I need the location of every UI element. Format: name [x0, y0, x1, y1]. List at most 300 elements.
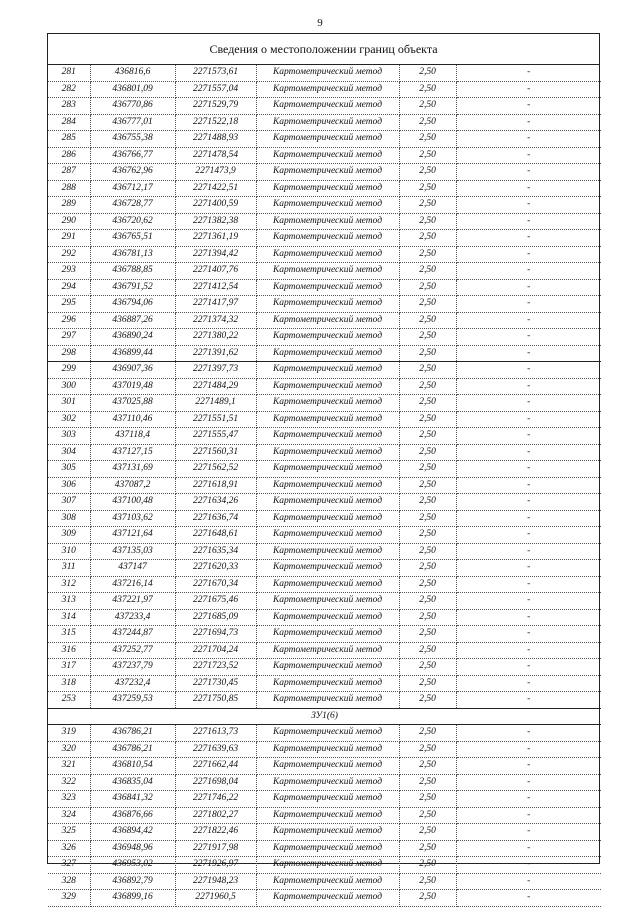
table-row: [48, 98, 601, 115]
description-cell: -: [456, 758, 601, 775]
point-number-cell: 283: [48, 98, 90, 115]
coord-x-cell: 437244,87: [90, 626, 175, 643]
point-number-cell: 282: [48, 81, 90, 98]
description-cell: -: [456, 378, 601, 395]
coord-y-cell: 2271394,42: [175, 246, 256, 263]
coord-x-cell: 437087,2: [90, 477, 175, 494]
coord-x-cell: 436810,54: [90, 758, 175, 775]
method-cell: Картометрический метод: [256, 774, 399, 791]
point-number-cell: 312: [48, 576, 90, 593]
coord-x-cell: 436835,04: [90, 774, 175, 791]
coord-x-cell: 437127,15: [90, 444, 175, 461]
table-row: [48, 230, 601, 247]
coord-y-cell: 2271618,91: [175, 477, 256, 494]
point-number-cell: 311: [48, 560, 90, 577]
description-cell: -: [456, 675, 601, 692]
method-cell: Картометрический метод: [256, 114, 399, 131]
point-number-cell: 297: [48, 329, 90, 346]
accuracy-cell: 2,50: [399, 791, 456, 808]
method-cell: Картометрический метод: [256, 824, 399, 841]
accuracy-cell: 2,50: [399, 395, 456, 412]
boundary-table-frame: [47, 33, 600, 903]
method-cell: Картометрический метод: [256, 395, 399, 412]
point-number-cell: 296: [48, 312, 90, 329]
accuracy-cell: 2,50: [399, 98, 456, 115]
description-cell: -: [456, 197, 601, 214]
accuracy-cell: 2,50: [399, 758, 456, 775]
coord-y-cell: 2271374,32: [175, 312, 256, 329]
coord-x-cell: 437237,79: [90, 659, 175, 676]
method-cell: Картометрический метод: [256, 692, 399, 709]
accuracy-cell: 2,50: [399, 147, 456, 164]
description-cell: -: [456, 626, 601, 643]
point-number-cell: 299: [48, 362, 90, 379]
coord-y-cell: 2271412,54: [175, 279, 256, 296]
coord-y-cell: 2271400,59: [175, 197, 256, 214]
accuracy-cell: 2,50: [399, 114, 456, 131]
method-cell: Картометрический метод: [256, 758, 399, 775]
accuracy-cell: 2,50: [399, 774, 456, 791]
point-number-cell: 294: [48, 279, 90, 296]
point-number-cell: 320: [48, 741, 90, 758]
table-row: [48, 246, 601, 263]
method-cell: Картометрический метод: [256, 626, 399, 643]
method-cell: Картометрический метод: [256, 428, 399, 445]
accuracy-cell: 2,50: [399, 444, 456, 461]
coord-x-cell: 437216,14: [90, 576, 175, 593]
method-cell: Картометрический метод: [256, 593, 399, 610]
coord-y-cell: 2271473,9: [175, 164, 256, 181]
point-number-cell: 323: [48, 791, 90, 808]
description-cell: -: [456, 840, 601, 857]
point-number-cell: 288: [48, 180, 90, 197]
accuracy-cell: 2,50: [399, 824, 456, 841]
method-cell: Картометрический метод: [256, 213, 399, 230]
coord-x-cell: 436765,51: [90, 230, 175, 247]
method-cell: Картометрический метод: [256, 873, 399, 890]
description-cell: -: [456, 147, 601, 164]
point-number-cell: 295: [48, 296, 90, 313]
coord-x-cell: 436876,66: [90, 807, 175, 824]
coord-y-cell: 2271802,27: [175, 807, 256, 824]
table-row: [48, 692, 601, 709]
method-cell: Картометрический метод: [256, 98, 399, 115]
accuracy-cell: 2,50: [399, 164, 456, 181]
point-number-cell: 308: [48, 510, 90, 527]
table-row: [48, 807, 601, 824]
description-cell: -: [456, 395, 601, 412]
point-number-cell: 293: [48, 263, 90, 280]
point-number-cell: 327: [48, 857, 90, 874]
coord-y-cell: 2271960,5: [175, 890, 256, 907]
table-row: [48, 675, 601, 692]
coord-x-cell: 436907,36: [90, 362, 175, 379]
table-row: [48, 296, 601, 313]
coord-y-cell: 2271529,79: [175, 98, 256, 115]
coord-y-cell: 2271555,47: [175, 428, 256, 445]
description-cell: -: [456, 560, 601, 577]
point-number-cell: 309: [48, 527, 90, 544]
coord-x-cell: 437121,64: [90, 527, 175, 544]
accuracy-cell: 2,50: [399, 428, 456, 445]
point-number-cell: 298: [48, 345, 90, 362]
coord-y-cell: 2271648,61: [175, 527, 256, 544]
method-cell: Картометрический метод: [256, 576, 399, 593]
coord-x-cell: 437110,46: [90, 411, 175, 428]
accuracy-cell: 2,50: [399, 642, 456, 659]
method-cell: Картометрический метод: [256, 180, 399, 197]
method-cell: Картометрический метод: [256, 890, 399, 907]
table-row: [48, 890, 601, 907]
table-row: [48, 642, 601, 659]
point-number-cell: 319: [48, 725, 90, 742]
coord-x-cell: 436899,16: [90, 890, 175, 907]
page-number: 9: [317, 17, 323, 29]
description-cell: -: [456, 180, 601, 197]
description-cell: -: [456, 576, 601, 593]
method-cell: Картометрический метод: [256, 296, 399, 313]
accuracy-cell: 2,50: [399, 131, 456, 148]
table-row: [48, 411, 601, 428]
table-row: [48, 593, 601, 610]
description-cell: -: [456, 692, 601, 709]
table-row: [48, 197, 601, 214]
description-cell: -: [456, 461, 601, 478]
table-row: [48, 213, 601, 230]
coord-x-cell: 436712,17: [90, 180, 175, 197]
point-number-cell: 290: [48, 213, 90, 230]
accuracy-cell: 2,50: [399, 675, 456, 692]
table-row: [48, 774, 601, 791]
coord-y-cell: 2271730,45: [175, 675, 256, 692]
method-cell: Картометрический метод: [256, 527, 399, 544]
description-cell: -: [456, 263, 601, 280]
table-row: [48, 428, 601, 445]
table-row: [48, 395, 601, 412]
description-cell: -: [456, 362, 601, 379]
description-cell: -: [456, 65, 601, 81]
coord-x-cell: 436786,21: [90, 741, 175, 758]
method-cell: Картометрический метод: [256, 609, 399, 626]
method-cell: Картометрический метод: [256, 840, 399, 857]
coord-x-cell: 436770,86: [90, 98, 175, 115]
method-cell: Картометрический метод: [256, 197, 399, 214]
point-number-cell: 286: [48, 147, 90, 164]
description-cell: -: [456, 279, 601, 296]
point-number-cell: 289: [48, 197, 90, 214]
coord-x-cell: 437118,4: [90, 428, 175, 445]
method-cell: Картометрический метод: [256, 131, 399, 148]
description-cell: -: [456, 609, 601, 626]
accuracy-cell: 2,50: [399, 527, 456, 544]
method-cell: Картометрический метод: [256, 477, 399, 494]
accuracy-cell: 2,50: [399, 494, 456, 511]
accuracy-cell: 2,50: [399, 510, 456, 527]
accuracy-cell: 2,50: [399, 279, 456, 296]
point-number-cell: 314: [48, 609, 90, 626]
description-cell: -: [456, 213, 601, 230]
description-cell: -: [456, 296, 601, 313]
description-cell: -: [456, 642, 601, 659]
point-number-cell: 306: [48, 477, 90, 494]
method-cell: Картометрический метод: [256, 411, 399, 428]
coord-x-cell: 437252,77: [90, 642, 175, 659]
coord-y-cell: 2271391,62: [175, 345, 256, 362]
point-number-cell: 305: [48, 461, 90, 478]
description-cell: -: [456, 444, 601, 461]
coord-y-cell: 2271382,38: [175, 213, 256, 230]
coord-y-cell: 2271685,09: [175, 609, 256, 626]
method-cell: Картометрический метод: [256, 164, 399, 181]
table-row: [48, 576, 601, 593]
method-cell: Картометрический метод: [256, 263, 399, 280]
table-row: [48, 527, 601, 544]
accuracy-cell: 2,50: [399, 857, 456, 874]
coord-y-cell: 2271636,74: [175, 510, 256, 527]
points-group-b: [48, 725, 601, 907]
description-cell: -: [456, 114, 601, 131]
coord-x-cell: 436766,77: [90, 147, 175, 164]
coord-y-cell: 2271704,24: [175, 642, 256, 659]
method-cell: Картометрический метод: [256, 725, 399, 742]
method-cell: Картометрический метод: [256, 312, 399, 329]
table-row: [48, 444, 601, 461]
point-number-cell: 253: [48, 692, 90, 709]
description-cell: -: [456, 312, 601, 329]
coord-x-cell: 437019,48: [90, 378, 175, 395]
accuracy-cell: 2,50: [399, 345, 456, 362]
description-cell: -: [456, 131, 601, 148]
point-number-cell: 285: [48, 131, 90, 148]
coord-x-cell: 436894,42: [90, 824, 175, 841]
point-number-cell: 302: [48, 411, 90, 428]
coord-y-cell: 2271613,73: [175, 725, 256, 742]
table-row: [48, 345, 601, 362]
boundary-points-table: [48, 65, 601, 907]
accuracy-cell: 2,50: [399, 477, 456, 494]
table-row: [48, 741, 601, 758]
point-number-cell: 322: [48, 774, 90, 791]
coord-y-cell: 2271560,31: [175, 444, 256, 461]
accuracy-cell: 2,50: [399, 626, 456, 643]
point-number-cell: 301: [48, 395, 90, 412]
coord-x-cell: 436762,96: [90, 164, 175, 181]
method-cell: Картометрический метод: [256, 560, 399, 577]
coord-x-cell: 436720,62: [90, 213, 175, 230]
method-cell: Картометрический метод: [256, 510, 399, 527]
accuracy-cell: 2,50: [399, 840, 456, 857]
coord-x-cell: 436899,44: [90, 345, 175, 362]
point-number-cell: 281: [48, 65, 90, 81]
coord-x-cell: 436801,09: [90, 81, 175, 98]
table-row: [48, 609, 601, 626]
table-row: [48, 659, 601, 676]
method-cell: Картометрический метод: [256, 659, 399, 676]
coord-x-cell: 436786,21: [90, 725, 175, 742]
description-cell: -: [456, 246, 601, 263]
coord-y-cell: 2271694,73: [175, 626, 256, 643]
point-number-cell: 317: [48, 659, 90, 676]
method-cell: Картометрический метод: [256, 461, 399, 478]
coord-y-cell: 2271634,26: [175, 494, 256, 511]
method-cell: Картометрический метод: [256, 362, 399, 379]
coord-x-cell: 436953,02: [90, 857, 175, 874]
accuracy-cell: 2,50: [399, 576, 456, 593]
description-cell: -: [456, 543, 601, 560]
point-number-cell: 287: [48, 164, 90, 181]
table-row: [48, 312, 601, 329]
coord-y-cell: 2271417,97: [175, 296, 256, 313]
coord-y-cell: 2271380,22: [175, 329, 256, 346]
section-label: ЗУ1(6): [48, 708, 601, 725]
coord-y-cell: 2271488,93: [175, 131, 256, 148]
coord-y-cell: 2271698,04: [175, 774, 256, 791]
section-row: [48, 708, 601, 725]
accuracy-cell: 2,50: [399, 560, 456, 577]
table-row: [48, 81, 601, 98]
method-cell: Картометрический метод: [256, 791, 399, 808]
point-number-cell: 310: [48, 543, 90, 560]
coord-y-cell: 2271573,61: [175, 65, 256, 81]
accuracy-cell: 2,50: [399, 362, 456, 379]
coord-y-cell: 2271723,52: [175, 659, 256, 676]
accuracy-cell: 2,50: [399, 263, 456, 280]
coord-x-cell: 436728,77: [90, 197, 175, 214]
coord-y-cell: 2271422,51: [175, 180, 256, 197]
table-row: [48, 840, 601, 857]
table-row: [48, 329, 601, 346]
accuracy-cell: 2,50: [399, 659, 456, 676]
coord-x-cell: 436816,6: [90, 65, 175, 81]
method-cell: Картометрический метод: [256, 741, 399, 758]
coord-y-cell: 2271639,63: [175, 741, 256, 758]
method-cell: Картометрический метод: [256, 65, 399, 81]
coord-x-cell: 437025,88: [90, 395, 175, 412]
coord-x-cell: 436777,01: [90, 114, 175, 131]
description-cell: -: [456, 98, 601, 115]
description-cell: -: [456, 510, 601, 527]
table-row: [48, 279, 601, 296]
description-cell: -: [456, 411, 601, 428]
method-cell: Картометрический метод: [256, 494, 399, 511]
description-cell: -: [456, 659, 601, 676]
accuracy-cell: 2,50: [399, 81, 456, 98]
coord-x-cell: 436791,52: [90, 279, 175, 296]
description-cell: -: [456, 527, 601, 544]
description-cell: -: [456, 741, 601, 758]
table-row: [48, 263, 601, 280]
table-row: [48, 180, 601, 197]
description-cell: -: [456, 824, 601, 841]
coord-y-cell: 2271917,98: [175, 840, 256, 857]
coord-x-cell: 436892,79: [90, 873, 175, 890]
accuracy-cell: 2,50: [399, 65, 456, 81]
point-number-cell: 325: [48, 824, 90, 841]
table-row: [48, 362, 601, 379]
description-cell: -: [456, 477, 601, 494]
point-number-cell: 326: [48, 840, 90, 857]
accuracy-cell: 2,50: [399, 246, 456, 263]
accuracy-cell: 2,50: [399, 329, 456, 346]
description-cell: -: [456, 81, 601, 98]
coord-x-cell: 437259,53: [90, 692, 175, 709]
method-cell: Картометрический метод: [256, 444, 399, 461]
table-row: [48, 65, 601, 81]
point-number-cell: 307: [48, 494, 90, 511]
accuracy-cell: 2,50: [399, 180, 456, 197]
table-row: [48, 114, 601, 131]
coord-x-cell: 436841,32: [90, 791, 175, 808]
method-cell: Картометрический метод: [256, 230, 399, 247]
description-cell: -: [456, 791, 601, 808]
coord-x-cell: 436890,24: [90, 329, 175, 346]
point-number-cell: 324: [48, 807, 90, 824]
accuracy-cell: 2,50: [399, 312, 456, 329]
accuracy-cell: 2,50: [399, 378, 456, 395]
accuracy-cell: 2,50: [399, 461, 456, 478]
coord-y-cell: 2271361,19: [175, 230, 256, 247]
coord-x-cell: 437103,62: [90, 510, 175, 527]
table-row: [48, 510, 601, 527]
coord-x-cell: 437232,4: [90, 675, 175, 692]
method-cell: Картометрический метод: [256, 246, 399, 263]
point-number-cell: 292: [48, 246, 90, 263]
table-row: [48, 626, 601, 643]
coord-x-cell: 437233,4: [90, 609, 175, 626]
accuracy-cell: 2,50: [399, 873, 456, 890]
accuracy-cell: 2,50: [399, 543, 456, 560]
description-cell: -: [456, 725, 601, 742]
method-cell: Картометрический метод: [256, 543, 399, 560]
table-row: [48, 791, 601, 808]
coord-y-cell: 2271557,04: [175, 81, 256, 98]
method-cell: Картометрический метод: [256, 642, 399, 659]
table-row: [48, 147, 601, 164]
accuracy-cell: 2,50: [399, 213, 456, 230]
description-cell: -: [456, 593, 601, 610]
point-number-cell: 303: [48, 428, 90, 445]
method-cell: Картометрический метод: [256, 81, 399, 98]
point-number-cell: 315: [48, 626, 90, 643]
coord-x-cell: 436755,38: [90, 131, 175, 148]
accuracy-cell: 2,50: [399, 609, 456, 626]
table-row: [48, 873, 601, 890]
description-cell: -: [456, 774, 601, 791]
description-cell: -: [456, 329, 601, 346]
coord-y-cell: 2271670,34: [175, 576, 256, 593]
points-group-a: [48, 65, 601, 708]
coord-y-cell: 2271620,33: [175, 560, 256, 577]
coord-x-cell: 436781,13: [90, 246, 175, 263]
table-row: [48, 164, 601, 181]
accuracy-cell: 2,50: [399, 725, 456, 742]
coord-x-cell: 437131,69: [90, 461, 175, 478]
coord-x-cell: 437100,48: [90, 494, 175, 511]
coord-y-cell: 2271675,46: [175, 593, 256, 610]
coord-x-cell: 436887,26: [90, 312, 175, 329]
description-cell: -: [456, 345, 601, 362]
accuracy-cell: 2,50: [399, 807, 456, 824]
coord-x-cell: 437135,03: [90, 543, 175, 560]
description-cell: -: [456, 230, 601, 247]
description-cell: -: [456, 873, 601, 890]
point-number-cell: 313: [48, 593, 90, 610]
accuracy-cell: 2,50: [399, 890, 456, 907]
table-row: [48, 378, 601, 395]
table-row: [48, 824, 601, 841]
coord-x-cell: 436788,85: [90, 263, 175, 280]
coord-y-cell: 2271407,76: [175, 263, 256, 280]
